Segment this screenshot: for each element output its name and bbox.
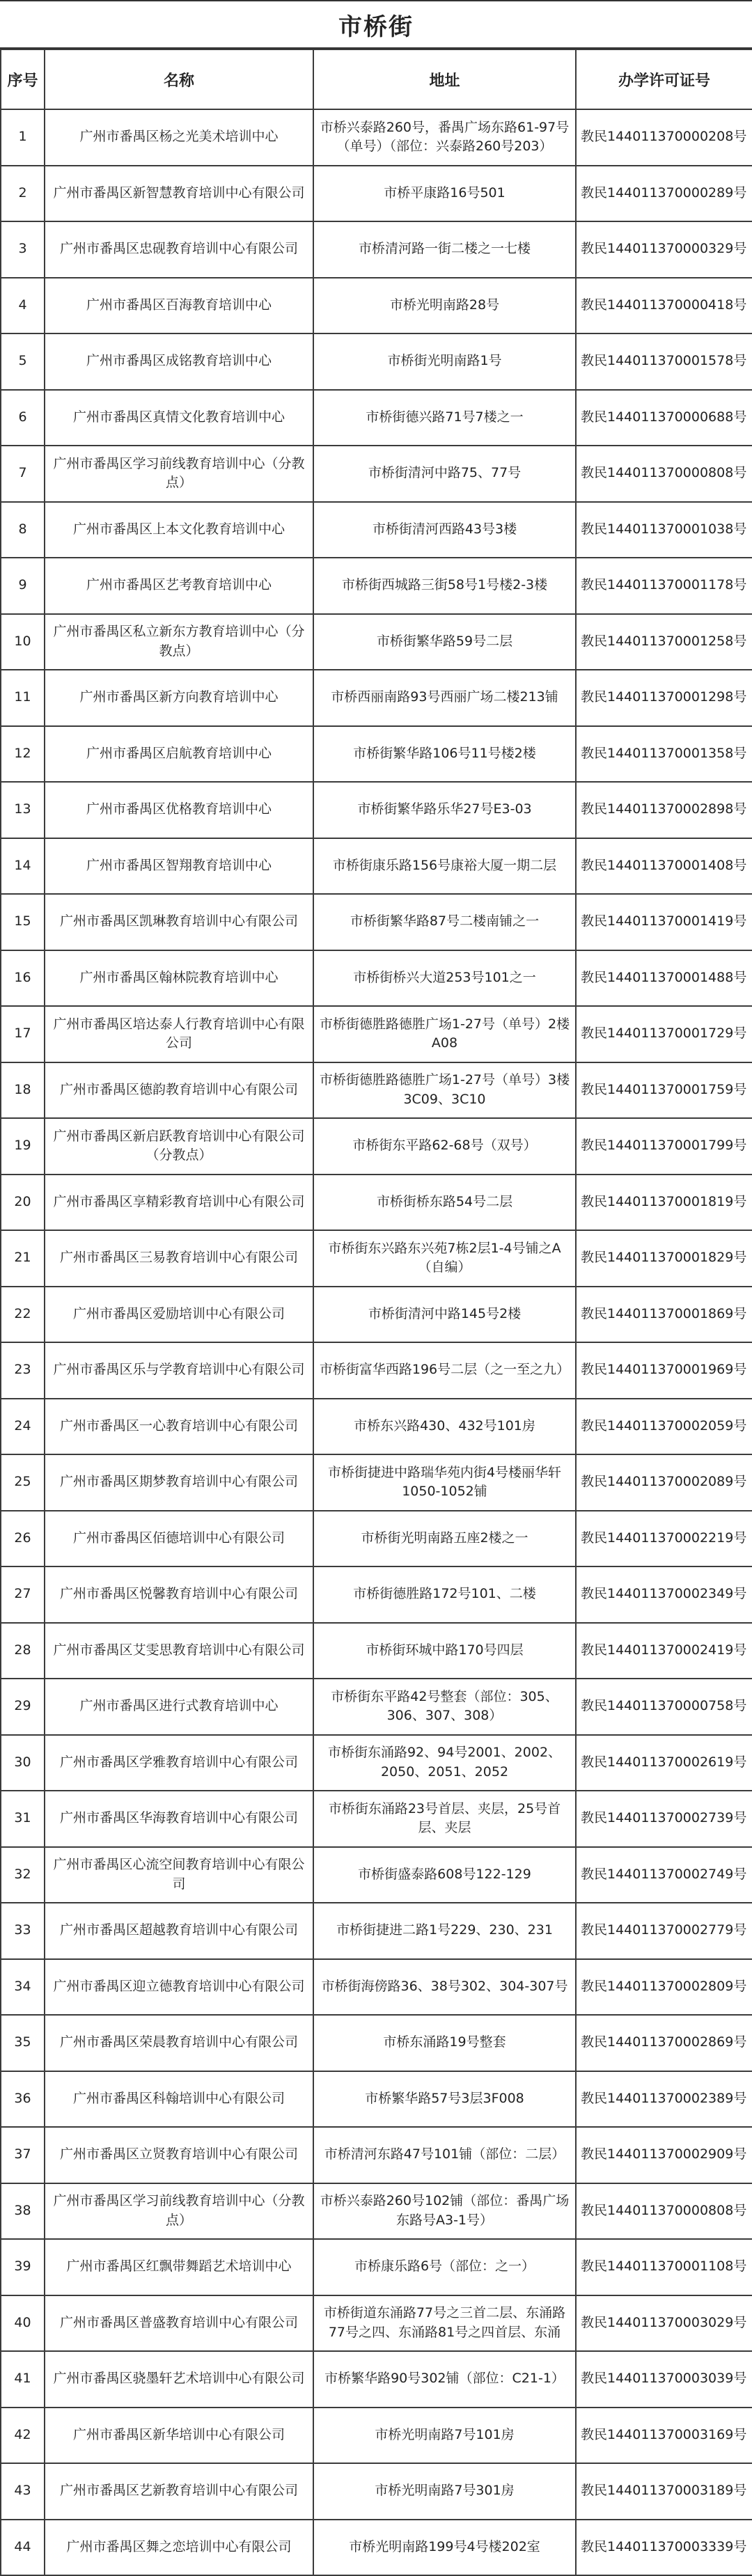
institution-name-cell: 广州市番禺区启航教育培训中心 — [45, 726, 313, 783]
address-cell: 市桥街东涌路23号首层、夹层，25号首层、夹层 — [313, 1791, 576, 1847]
row-number-cell: 30 — [1, 1735, 45, 1791]
row-number-cell: 32 — [1, 1847, 45, 1903]
table-row — [1, 1959, 752, 2016]
license-number-cell: 教民144011370001578号 — [576, 333, 752, 390]
institution-name-cell: 广州市番禺区乐与学教育培训中心有限公司 — [45, 1342, 313, 1399]
address-cell: 市桥东兴路430、432号101房 — [313, 1399, 576, 1455]
table-row — [1, 2071, 752, 2128]
license-number-cell: 教民144011370001869号 — [576, 1287, 752, 1343]
address-cell: 市桥街捷进中路瑞华苑内街4号楼丽华轩1050-1052铺 — [313, 1454, 576, 1511]
table-row — [1, 502, 752, 558]
institution-name-cell: 广州市番禺区华海教育培训中心有限公司 — [45, 1791, 313, 1847]
table-row — [1, 109, 752, 166]
license-number-cell: 教民144011370000808号 — [576, 446, 752, 502]
license-number-cell: 教民144011370000289号 — [576, 166, 752, 222]
institution-name-cell: 广州市番禺区荣晨教育培训中心有限公司 — [45, 2015, 313, 2071]
page-title: 市桥街 — [338, 13, 414, 41]
row-number-cell: 16 — [1, 950, 45, 1007]
license-number-cell: 教民144011370002059号 — [576, 1399, 752, 1455]
license-number-cell: 教民144011370001829号 — [576, 1230, 752, 1287]
address-cell: 市桥街东涌路92、94号2001、2002、2050、2051、2052 — [313, 1735, 576, 1791]
license-number-cell: 教民144011370001488号 — [576, 950, 752, 1007]
row-number-cell: 17 — [1, 1006, 45, 1062]
address-cell: 市桥街德胜路172号101、二楼 — [313, 1566, 576, 1623]
row-number-cell: 43 — [1, 2463, 45, 2520]
license-number-cell: 教民144011370002869号 — [576, 2015, 752, 2071]
address-cell: 市桥康乐路6号（部位：之一） — [313, 2239, 576, 2295]
address-cell: 市桥街道东涌路77号之三首二层、东涌路77号之四、东涌路81号之四首层、东涌 — [313, 2295, 576, 2352]
table-row — [1, 1623, 752, 1679]
institution-name-cell: 广州市番禺区艺考教育培训中心 — [45, 558, 313, 614]
row-number-cell: 42 — [1, 2408, 45, 2464]
address-cell: 市桥平康路16号501 — [313, 166, 576, 222]
address-cell: 市桥光明南路7号301房 — [313, 2463, 576, 2520]
address-cell: 市桥街桥兴大道253号101之一 — [313, 950, 576, 1007]
row-number-cell: 41 — [1, 2351, 45, 2408]
address-cell: 市桥街光明南路1号 — [313, 333, 576, 390]
table-row — [1, 1006, 752, 1062]
institution-name-cell: 广州市番禺区期梦教育培训中心有限公司 — [45, 1454, 313, 1511]
address-cell: 市桥街清河中路145号2楼 — [313, 1287, 576, 1343]
license-number-cell: 教民144011370001108号 — [576, 2239, 752, 2295]
address-cell: 市桥繁华路57号3层3F008 — [313, 2071, 576, 2128]
license-number-cell: 教民144011370001358号 — [576, 726, 752, 783]
table-row — [1, 1175, 752, 1231]
table-row — [1, 2127, 752, 2183]
institution-name-cell: 广州市番禺区翰林院教育培训中心 — [45, 950, 313, 1007]
table-row — [1, 2520, 752, 2576]
row-number-cell: 23 — [1, 1342, 45, 1399]
address-cell: 市桥街东平路62-68号（双号） — [313, 1118, 576, 1175]
license-number-cell: 教民144011370003029号 — [576, 2295, 752, 2352]
table-row — [1, 1118, 752, 1175]
license-number-cell: 教民144011370001799号 — [576, 1118, 752, 1175]
institution-name-cell: 广州市番禺区学习前线教育培训中心（分教点） — [45, 446, 313, 502]
institution-name-cell: 广州市番禺区骁墨轩艺术培训中心有限公司 — [45, 2351, 313, 2408]
license-number-cell: 教民144011370000418号 — [576, 278, 752, 334]
institution-name-cell: 广州市番禺区智翔教育培训中心 — [45, 838, 313, 895]
table-row — [1, 1511, 752, 1567]
license-number-cell: 教民144011370002349号 — [576, 1566, 752, 1623]
license-number-cell: 教民144011370003189号 — [576, 2463, 752, 2520]
table-row — [1, 838, 752, 895]
row-number-cell: 6 — [1, 390, 45, 446]
address-cell: 市桥街环城中路170号四层 — [313, 1623, 576, 1679]
table-row — [1, 166, 752, 222]
address-cell: 市桥清河东路47号101铺（部位：二层） — [313, 2127, 576, 2183]
institution-name-cell: 广州市番禺区享精彩教育培训中心有限公司 — [45, 1175, 313, 1231]
row-number-cell: 8 — [1, 502, 45, 558]
table-row — [1, 1454, 752, 1511]
row-number-cell: 35 — [1, 2015, 45, 2071]
institution-name-cell: 广州市番禺区心流空间教育培训中心有限公司 — [45, 1847, 313, 1903]
row-number-cell: 11 — [1, 670, 45, 726]
address-cell: 市桥西丽南路93号西丽广场二楼213铺 — [313, 670, 576, 726]
row-number-cell: 29 — [1, 1679, 45, 1735]
address-cell: 市桥街繁华路106号11号楼2楼 — [313, 726, 576, 783]
license-number-cell: 教民144011370002898号 — [576, 782, 752, 838]
license-number-cell: 教民144011370001298号 — [576, 670, 752, 726]
license-number-cell: 教民144011370003339号 — [576, 2520, 752, 2576]
title-row — [0, 0, 752, 49]
table-row — [1, 1342, 752, 1399]
table-row — [1, 278, 752, 334]
row-number-cell: 24 — [1, 1399, 45, 1455]
row-number-cell: 31 — [1, 1791, 45, 1847]
address-cell: 市桥街康乐路156号康裕大厦一期二层 — [313, 838, 576, 895]
table-row — [1, 2351, 752, 2408]
table-row — [1, 1399, 752, 1455]
institution-name-cell: 广州市番禺区真情文化教育培训中心 — [45, 390, 313, 446]
row-number-cell: 4 — [1, 278, 45, 334]
row-number-cell: 3 — [1, 221, 45, 278]
table-row — [1, 1791, 752, 1847]
institutions-table — [0, 49, 752, 2576]
institution-name-cell: 广州市番禺区爱励培训中心有限公司 — [45, 1287, 313, 1343]
institution-name-cell: 广州市番禺区舞之恋培训中心有限公司 — [45, 2520, 313, 2576]
license-number-cell: 教民144011370001759号 — [576, 1062, 752, 1119]
row-number-cell: 19 — [1, 1118, 45, 1175]
table-row — [1, 2183, 752, 2240]
institution-name-cell: 广州市番禺区私立新东方教育培训中心（分教点） — [45, 614, 313, 670]
institution-name-cell: 广州市番禺区进行式教育培训中心 — [45, 1679, 313, 1735]
address-cell: 市桥繁华路90号302铺（部位：C21-1） — [313, 2351, 576, 2408]
institution-name-cell: 广州市番禺区新华培训中心有限公司 — [45, 2408, 313, 2464]
address-cell: 市桥街东兴路东兴苑7栋2层1-4号铺之A（自编） — [313, 1230, 576, 1287]
institution-name-cell: 广州市番禺区佰德培训中心有限公司 — [45, 1511, 313, 1567]
address-cell: 市桥街桥东路54号二层 — [313, 1175, 576, 1231]
license-number-cell: 教民144011370001729号 — [576, 1006, 752, 1062]
license-number-cell: 教民144011370000329号 — [576, 221, 752, 278]
table-row — [1, 894, 752, 950]
institution-name-cell: 广州市番禺区凯琳教育培训中心有限公司 — [45, 894, 313, 950]
institution-name-cell: 广州市番禺区上本文化教育培训中心 — [45, 502, 313, 558]
institution-name-cell: 广州市番禺区新启跃教育培训中心有限公司（分教点） — [45, 1118, 313, 1175]
row-number-cell: 27 — [1, 1566, 45, 1623]
table-row — [1, 670, 752, 726]
table-row — [1, 221, 752, 278]
header-name: 名称 — [45, 49, 313, 109]
address-cell: 市桥街海傍路36、38号302、304-307号 — [313, 1959, 576, 2016]
row-number-cell: 39 — [1, 2239, 45, 2295]
table-row — [1, 1847, 752, 1903]
address-cell: 市桥街清河中路75、77号 — [313, 446, 576, 502]
institution-name-cell: 广州市番禺区优格教育培训中心 — [45, 782, 313, 838]
license-number-cell: 教民144011370001819号 — [576, 1175, 752, 1231]
license-number-cell: 教民144011370001038号 — [576, 502, 752, 558]
address-cell: 市桥街捷进二路1号229、230、231 — [313, 1903, 576, 1959]
table-row — [1, 2408, 752, 2464]
institution-name-cell: 广州市番禺区三易教育培训中心有限公司 — [45, 1230, 313, 1287]
table-row — [1, 2015, 752, 2071]
row-number-cell: 7 — [1, 446, 45, 502]
header-license: 办学许可证号 — [576, 49, 752, 109]
table-row — [1, 782, 752, 838]
row-number-cell: 28 — [1, 1623, 45, 1679]
license-number-cell: 教民144011370002089号 — [576, 1454, 752, 1511]
institution-name-cell: 广州市番禺区艾雯思教育培训中心有限公司 — [45, 1623, 313, 1679]
table-row — [1, 2463, 752, 2520]
address-cell: 市桥街德兴路71号7楼之一 — [313, 390, 576, 446]
row-number-cell: 37 — [1, 2127, 45, 2183]
address-cell: 市桥清河路一街二楼之一七楼 — [313, 221, 576, 278]
header-no: 序号 — [1, 49, 45, 109]
institution-name-cell: 广州市番禺区杨之光美术培训中心 — [45, 109, 313, 166]
license-number-cell: 教民144011370002909号 — [576, 2127, 752, 2183]
row-number-cell: 22 — [1, 1287, 45, 1343]
table-row — [1, 614, 752, 670]
license-number-cell: 教民144011370001178号 — [576, 558, 752, 614]
table-row — [1, 390, 752, 446]
license-number-cell: 教民144011370002749号 — [576, 1847, 752, 1903]
institution-name-cell: 广州市番禺区普盛教育培训中心有限公司 — [45, 2295, 313, 2352]
address-cell: 市桥兴泰路260号，番禺广场东路61-97号（单号）（部位：兴泰路260号203） — [313, 109, 576, 166]
institution-name-cell: 广州市番禺区红飘带舞蹈艺术培训中心 — [45, 2239, 313, 2295]
address-cell: 市桥街盛泰路608号122-129 — [313, 1847, 576, 1903]
institution-name-cell: 广州市番禺区培达泰人行教育培训中心有限公司 — [45, 1006, 313, 1062]
license-number-cell: 教民144011370002419号 — [576, 1623, 752, 1679]
address-cell: 市桥街西城路三街58号1号楼2-3楼 — [313, 558, 576, 614]
address-cell: 市桥光明南路199号4号楼202室 — [313, 2520, 576, 2576]
row-number-cell: 38 — [1, 2183, 45, 2240]
header-address: 地址 — [313, 49, 576, 109]
address-cell: 市桥街繁华路87号二楼南铺之一 — [313, 894, 576, 950]
address-cell: 市桥兴泰路260号102铺（部位：番禺广场东路号A3-1号） — [313, 2183, 576, 2240]
table-row — [1, 1735, 752, 1791]
institution-name-cell: 广州市番禺区成铭教育培训中心 — [45, 333, 313, 390]
row-number-cell: 36 — [1, 2071, 45, 2128]
table-row — [1, 950, 752, 1007]
institution-name-cell: 广州市番禺区艺新教育培训中心有限公司 — [45, 2463, 313, 2520]
address-cell: 市桥街德胜路德胜广场1-27号（单号）2楼A08 — [313, 1006, 576, 1062]
row-number-cell: 13 — [1, 782, 45, 838]
license-number-cell: 教民144011370001258号 — [576, 614, 752, 670]
address-cell: 市桥光明南路28号 — [313, 278, 576, 334]
row-number-cell: 9 — [1, 558, 45, 614]
row-number-cell: 14 — [1, 838, 45, 895]
row-number-cell: 2 — [1, 166, 45, 222]
row-number-cell: 18 — [1, 1062, 45, 1119]
address-cell: 市桥光明南路7号101房 — [313, 2408, 576, 2464]
license-number-cell: 教民144011370002619号 — [576, 1735, 752, 1791]
row-number-cell: 26 — [1, 1511, 45, 1567]
table-row — [1, 333, 752, 390]
table-row — [1, 1230, 752, 1287]
license-number-cell: 教民144011370002779号 — [576, 1903, 752, 1959]
table-row — [1, 558, 752, 614]
table-row — [1, 2239, 752, 2295]
row-number-cell: 25 — [1, 1454, 45, 1511]
table-row — [1, 1566, 752, 1623]
institution-name-cell: 广州市番禺区学习前线教育培训中心（分教点） — [45, 2183, 313, 2240]
license-number-cell: 教民144011370001969号 — [576, 1342, 752, 1399]
table-row — [1, 726, 752, 783]
row-number-cell: 5 — [1, 333, 45, 390]
license-number-cell: 教民144011370002739号 — [576, 1791, 752, 1847]
address-cell: 市桥东涌路19号整套 — [313, 2015, 576, 2071]
table-row — [1, 1062, 752, 1119]
institution-name-cell: 广州市番禺区德韵教育培训中心有限公司 — [45, 1062, 313, 1119]
license-number-cell: 教民144011370001419号 — [576, 894, 752, 950]
license-number-cell: 教民144011370000808号 — [576, 2183, 752, 2240]
row-number-cell: 1 — [1, 109, 45, 166]
address-cell: 市桥街富华西路196号二层（之一至之九） — [313, 1342, 576, 1399]
license-number-cell: 教民144011370000688号 — [576, 390, 752, 446]
address-cell: 市桥街繁华路59号二层 — [313, 614, 576, 670]
row-number-cell: 34 — [1, 1959, 45, 2016]
row-number-cell: 15 — [1, 894, 45, 950]
license-number-cell: 教民144011370003169号 — [576, 2408, 752, 2464]
license-number-cell: 教民144011370002389号 — [576, 2071, 752, 2128]
institution-name-cell: 广州市番禺区百海教育培训中心 — [45, 278, 313, 334]
address-cell: 市桥街德胜路德胜广场1-27号（单号）3楼3C09、3C10 — [313, 1062, 576, 1119]
table-row — [1, 1903, 752, 1959]
table-row — [1, 1679, 752, 1735]
institution-name-cell: 广州市番禺区立贤教育培训中心有限公司 — [45, 2127, 313, 2183]
institution-name-cell: 广州市番禺区新方向教育培训中心 — [45, 670, 313, 726]
institution-name-cell: 广州市番禺区超越教育培训中心有限公司 — [45, 1903, 313, 1959]
row-number-cell: 33 — [1, 1903, 45, 1959]
table-row — [1, 446, 752, 502]
row-number-cell: 20 — [1, 1175, 45, 1231]
row-number-cell: 44 — [1, 2520, 45, 2576]
row-number-cell: 40 — [1, 2295, 45, 2352]
table-row — [1, 2295, 752, 2352]
institution-name-cell: 广州市番禺区新智慧教育培训中心有限公司 — [45, 166, 313, 222]
institution-name-cell: 广州市番禺区一心教育培训中心有限公司 — [45, 1399, 313, 1455]
institution-name-cell: 广州市番禺区悦馨教育培训中心有限公司 — [45, 1566, 313, 1623]
address-cell: 市桥街清河西路43号3楼 — [313, 502, 576, 558]
license-number-cell: 教民144011370002809号 — [576, 1959, 752, 2016]
license-number-cell: 教民144011370000758号 — [576, 1679, 752, 1735]
institution-name-cell: 广州市番禺区忠砚教育培训中心有限公司 — [45, 221, 313, 278]
license-number-cell: 教民144011370003039号 — [576, 2351, 752, 2408]
license-number-cell: 教民144011370001408号 — [576, 838, 752, 895]
address-cell: 市桥街繁华路乐华27号E3-03 — [313, 782, 576, 838]
institution-name-cell: 广州市番禺区科翰培训中心有限公司 — [45, 2071, 313, 2128]
address-cell: 市桥街光明南路五座2楼之一 — [313, 1511, 576, 1567]
row-number-cell: 10 — [1, 614, 45, 670]
license-number-cell: 教民144011370000208号 — [576, 109, 752, 166]
institution-name-cell: 广州市番禺区学雅教育培训中心有限公司 — [45, 1735, 313, 1791]
header-row — [1, 49, 752, 109]
table-row — [1, 1287, 752, 1343]
institution-name-cell: 广州市番禺区迎立德教育培训中心有限公司 — [45, 1959, 313, 2016]
row-number-cell: 21 — [1, 1230, 45, 1287]
row-number-cell: 12 — [1, 726, 45, 783]
license-number-cell: 教民144011370002219号 — [576, 1511, 752, 1567]
address-cell: 市桥街东平路42号整套（部位：305、306、307、308） — [313, 1679, 576, 1735]
